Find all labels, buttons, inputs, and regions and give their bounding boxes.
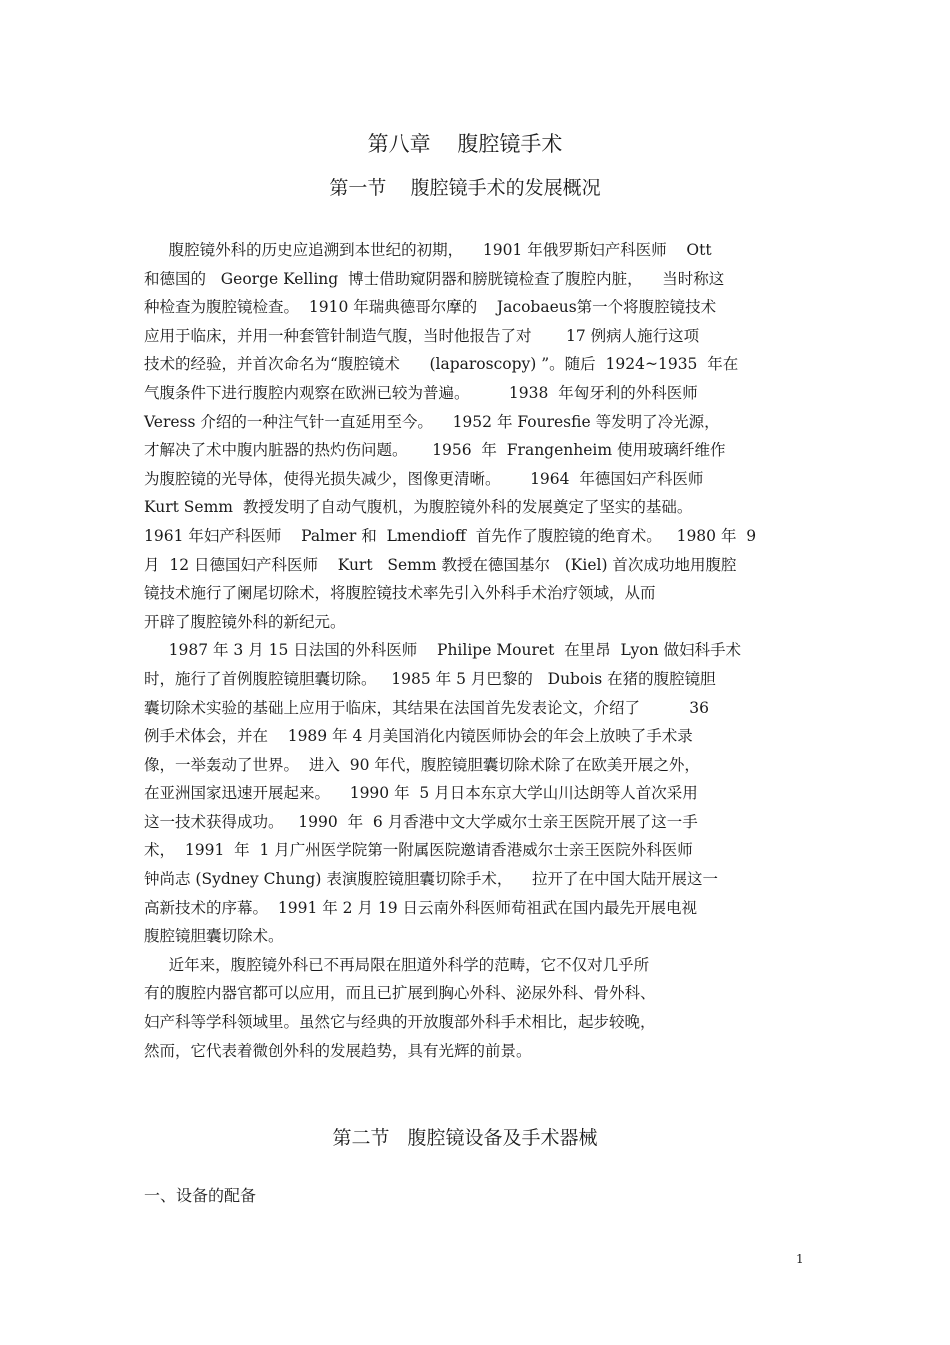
text-line: 镜技术施行了阑尾切除术，将腹腔镜技术率先引入外科手术治疗领域，从而 (144, 584, 656, 603)
text-line: Veress 介绍的一种注气针一直延用至今。 1952 年 Fouresfie 等发明了冷光源， (144, 412, 720, 431)
text-line: 钟尚志 (Sydney Chung) 表演腹腔镜胆囊切除手术， 拉开了在中国大陆开展这一 (144, 870, 719, 889)
text-line: 为腹腔镜的光导体，使得光损失减少，图像更清晰。 1964 年德国妇产科医师 (144, 469, 704, 488)
text-line: 开辟了腹腔镜外科的新纪元。 (144, 612, 346, 631)
section-title-equipment: 第二节 腹腔镜设备及手术器械 (332, 1127, 598, 1149)
text-line: 高新技术的序幕。 1991 年 2 月 19 日云南外科医师荀祖武在国内最先开展电视 (144, 898, 698, 917)
text-line: 气腹条件下进行腹腔内观察在欧洲已较为普遍。 1938 年匈牙利的外科医师 (144, 383, 698, 402)
text-line: 月 12 日德国妇产科医师 Kurt Semm 教授在德国基尔 (Kiel) 首次成功地用腹腔 (144, 555, 737, 574)
text-line: 这一技术获得成功。 1990 年 6 月香港中文大学威尔士亲王医院开展了这一手 (144, 812, 698, 831)
text-line: 像，一举轰动了世界。 进入 90 年代，腹腔镜胆囊切除术除了在欧美开展之外， (144, 755, 700, 774)
text-line: 1961 年妇产科医师 Palmer 和 Lmendioff 首先作了腹腔镜的绝育术。 1980 年 9 (144, 526, 757, 545)
text-line: 在亚洲国家迅速开展起来。 1990 年 5 月日本东京大学山川达朗等人首次采用 (144, 784, 698, 803)
text-line: 应用于临床，并用一种套管针制造气腹，当时他报告了对 17 例病人施行这项 (144, 326, 700, 345)
text-line: 种检查为腹腔镜检查。 1910 年瑞典德哥尔摩的 Jacobaeus第一个将腹腔镜技术 (144, 298, 717, 317)
text-line: 1987 年 3 月 15 日法国的外科医师 Philipe Mouret 在里昂 Lyon 做妇科手术 (144, 641, 742, 660)
text-line: 技术的经验，并首次命名为“腹腔镜术 (laparoscopy) ”。随后 1924~1935 年在 (144, 355, 739, 374)
sub-heading: 一、设备的配备 (144, 1186, 257, 1205)
text-line: 时，施行了首例腹腔镜胆囊切除。 1985 年 5 月巴黎的 Dubois 在猪的腹腔镜胆 (144, 669, 716, 688)
text-line: 妇产科等学科领域里。虽然它与经典的开放腹部外科手术相比，起步较晚， (144, 1013, 656, 1032)
text-line: 腹腔镜外科的历史应追溯到本世纪的初期， 1901 年俄罗斯妇产科医师 Ott (144, 241, 712, 259)
text-line: Kurt Semm 教授发明了自动气腹机，为腹腔镜外科的发展奠定了坚实的基础。 (144, 498, 693, 517)
text-line: 例手术体会，并在 1989 年 4 月美国消化内镜医师协会的年会上放映了手术录 (144, 727, 693, 746)
text-line: 术， 1991 年 1 月广州医学院第一附属医院邀请香港威尔士亲王医院外科医师 (144, 841, 693, 860)
chapter-title: 第八章 腹腔镜手术 (367, 132, 563, 156)
text-line: 囊切除术实验的基础上应用于临床，其结果在法国首先发表论文，介绍了 36 (144, 698, 709, 717)
text-line: 有的腹腔内器官都可以应用，而且已扩展到胸心外科、泌尿外科、骨外科、 (144, 984, 656, 1003)
section-title-development: 第一节 腹腔镜手术的发展概况 (329, 177, 601, 199)
text-line: 和德国的 George Kelling 博士借助窥阴器和膀胱镜检查了腹腔内脏， 当时称这 (144, 269, 725, 288)
text-line: 腹腔镜胆囊切除术。 (144, 927, 284, 946)
text-line: 才解决了术中腹内脏器的热灼伤问题。 1956 年 Frangenheim 使用玻璃纤维作 (144, 441, 726, 460)
text-line: 然而，它代表着微创外科的发展趋势，具有光辉的前景。 (144, 1041, 532, 1060)
body-text (144, 236, 810, 1065)
page-number: 1 (796, 1252, 804, 1266)
text-line: 近年来，腹腔镜外科已不再局限在胆道外科学的范畴，它不仅对几乎所 (144, 955, 650, 974)
